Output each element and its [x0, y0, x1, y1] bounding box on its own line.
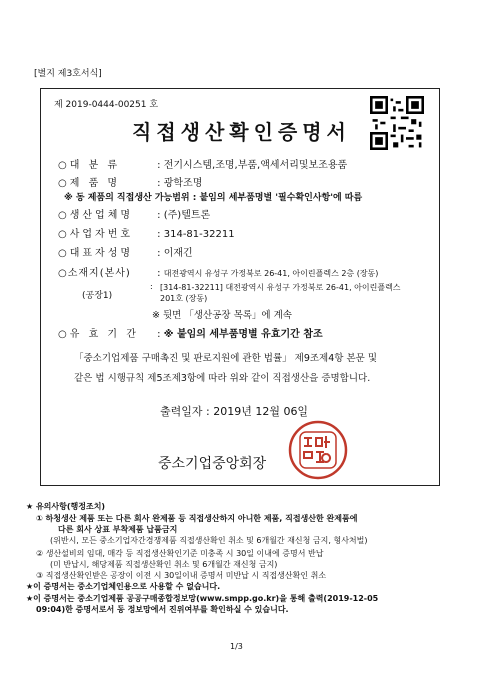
- body-text-line2: 같은 법 시행규칙 제5조제3항에 따라 위와 같이 직접생산을 증명합니다.: [74, 373, 371, 384]
- certificate-number: 제 2019-0444-00251 호: [54, 100, 159, 110]
- product-row: ○제 품 명 : 광학조명: [58, 174, 202, 189]
- notice-1b: 다른 회사 상표 부착제품 납품금지: [58, 525, 178, 534]
- ceo-row: ○대표자성명 : 이재긴: [58, 244, 193, 259]
- qr-code-icon: [370, 96, 424, 150]
- notice-5b: 09:04)한 증명서로서 동 정보망에서 진위여부를 확인하실 수 있습니다.: [36, 605, 289, 614]
- maker-row: ○생산업체명 : (주)텔트론: [58, 206, 210, 221]
- category-row: ○대 분 류 : 전기시스템,조명,부품,액세서리및보조용품: [58, 156, 347, 171]
- address-label: 소재지(본사): [67, 268, 131, 279]
- page-number: 1/3: [230, 642, 243, 651]
- category-label: 대 분 류: [69, 160, 121, 171]
- validity-label: 유 효 기 간: [69, 329, 139, 340]
- issue-date: 출력일자 : 2019년 12월 06일: [160, 405, 309, 418]
- official-seal-icon: [288, 420, 348, 480]
- notice-1a: ① 하청생산 제품 또는 다른 회사 완제품 등 직접생산하지 아니한 제품, 직접생산한 완제품에: [36, 514, 358, 523]
- notice-1c: (위반시, 모든 중소기업자간경쟁제품 직접생산확인 취소 및 6개월간 재신청 금지, 형사처벌): [50, 536, 368, 545]
- certificate-title: 직접생산확인증명서: [132, 120, 351, 144]
- notice-2a: ② 생산설비의 임대, 매각 등 직접생산확인기준 미충족 시 30일 이내에 증명서 반납: [36, 549, 324, 558]
- validity-value: ※ 붙임의 세부품명별 유효기간 참조: [163, 329, 323, 340]
- factory-value-line1: [314-81-32211] 대전광역시 유성구 가정북로 26-41, 아이린플렉스: [160, 283, 401, 292]
- maker-label: 생산업체명: [69, 210, 134, 221]
- notice-4: ★이 증명서는 중소기업체인용으로 사용할 수 없습니다.: [26, 582, 221, 591]
- bizno-value: 314-81-32211: [163, 229, 235, 240]
- notice-3: ③ 직접생산확인받은 공장이 이전 시 30일이내 증명서 미반납 시 직접생산확인 취소: [36, 571, 327, 580]
- address-value: 대전광역시 유성구 가정북로 26-41, 아이린플렉스 2층 (장동): [163, 269, 379, 278]
- product-label: 제 품 명: [69, 178, 121, 189]
- factory-value-line2: 201호 (장동): [160, 294, 208, 303]
- product-value: 광학조명: [163, 178, 203, 189]
- back-page-note: ※ 뒷면 「생산공장 목록」에 계속: [152, 310, 292, 321]
- ceo-value: 이재긴: [163, 248, 193, 259]
- notice-2b: (미 반납시, 해당제품 직접생산확인 취소 및 6개월간 재신청 금지): [50, 560, 278, 569]
- notice-5a: ★이 증명서는 중소기업제품 공공구매종합정보망(www.smpp.go.kr)을 통해 출력(2019-12-05: [26, 594, 379, 603]
- issuer-name: 중소기업중앙회장: [158, 456, 267, 472]
- maker-value: (주)텔트론: [163, 210, 211, 221]
- ceo-label: 대표자성명: [69, 248, 134, 259]
- factory-colon: :: [150, 282, 153, 291]
- bizno-row: ○사업자번호 : 314-81-32211: [58, 229, 235, 240]
- bizno-label: 사업자번호: [69, 229, 134, 240]
- body-text-line1: 「중소기업제품 구매촉진 및 판로지원에 관한 법률」 제9조제4항 본문 및: [74, 353, 378, 364]
- scope-note: ※ 동 제품의 직접생산 가능범위 : 붙임의 세부품명별 '필수확인사항'에 따름: [64, 193, 363, 203]
- category-value: 전기시스템,조명,부품,액세서리및보조용품: [163, 160, 348, 171]
- address-row: ○소재지(본사) : 대전광역시 유성구 가정북로 26-41, 아이린플렉스 2층 (장동): [58, 268, 379, 279]
- form-number: [별지 제3호서식]: [34, 69, 102, 79]
- validity-row: ○유 효 기 간 : ※ 붙임의 세부품명별 유효기간 참조: [58, 325, 323, 340]
- notice-header: ★ 유의사항(행정조치): [26, 502, 106, 511]
- factory-label: (공장1): [82, 291, 113, 301]
